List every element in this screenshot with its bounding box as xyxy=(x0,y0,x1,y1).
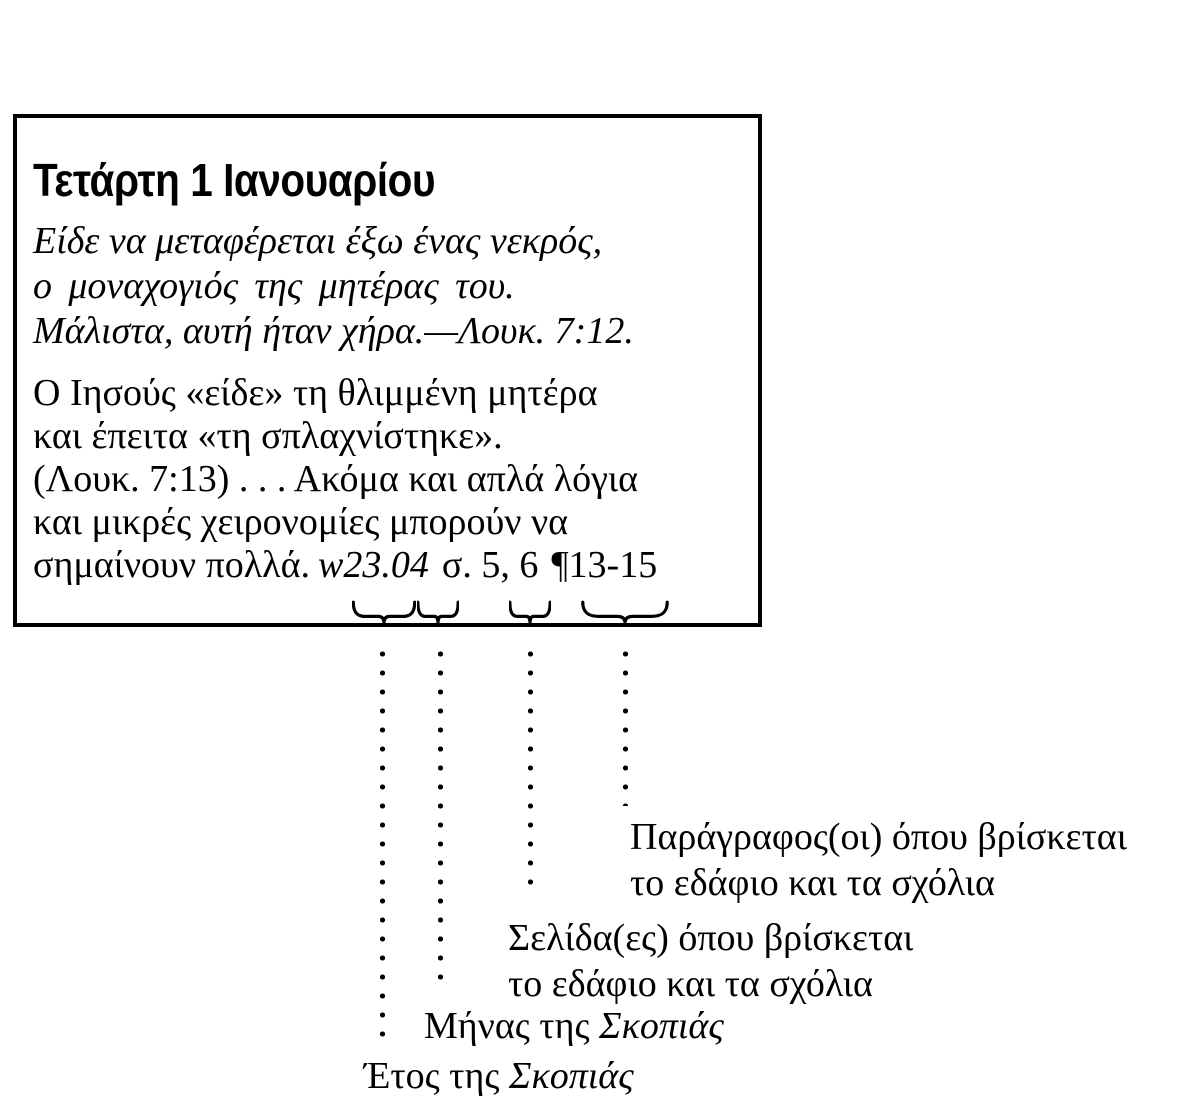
comment-line: (Λουκ. 7:13) . . . Ακόμα και απλά λόγια xyxy=(33,458,639,500)
date-heading: Τετάρτη 1 Ιανουαρίου xyxy=(33,154,436,206)
comment-text xyxy=(33,372,748,587)
underbrace-month-icon xyxy=(417,600,459,624)
callout-paragraph-label xyxy=(630,814,1127,906)
dotted-leader-month-icon xyxy=(437,650,444,986)
callout-year-label xyxy=(364,1053,634,1099)
dotted-leader-page-icon xyxy=(527,650,534,896)
callout-page-label xyxy=(508,915,913,1007)
scripture-text xyxy=(33,219,748,354)
callout-page-line2: το εδάφιο και τα σχόλια xyxy=(508,963,873,1005)
underbrace-page-icon xyxy=(509,600,551,624)
citation-magazine-issue: w23.04 xyxy=(317,544,429,586)
citation-lead: σημαίνουν πολλά. xyxy=(33,544,310,586)
scripture-line: Μάλιστα, αυτή ήταν χήρα.—Λουκ. 7:12. xyxy=(33,310,634,352)
comment-line: και έπειτα «τη σπλαχνίστηκε». xyxy=(33,415,503,457)
comment-line: Ο Ιησούς «είδε» τη θλιμμένη μητέρα xyxy=(33,372,598,414)
callout-year-magazine-name: Σκοπιάς xyxy=(508,1055,634,1097)
citation-page-ref: σ. 5, 6 xyxy=(441,544,539,586)
underbrace-paragraph-icon xyxy=(581,600,669,624)
scripture-line: ο μοναχογιός της μητέρας του. xyxy=(33,265,515,307)
underbrace-year-icon xyxy=(352,600,416,624)
callout-page-line1: Σελίδα(ες) όπου βρίσκεται xyxy=(508,917,914,959)
callout-paragraph-line1: Παράγραφος(οι) όπου βρίσκεται xyxy=(630,816,1127,858)
citation-line xyxy=(33,544,748,587)
dotted-leader-paragraph-icon xyxy=(622,650,629,806)
callout-year-text: Έτος της xyxy=(364,1055,509,1097)
callout-month-label xyxy=(424,1003,724,1049)
callout-paragraph-line2: το εδάφιο και τα σχόλια xyxy=(630,862,995,904)
dotted-leader-year-icon xyxy=(379,650,386,1048)
callout-month-text: Μήνας της xyxy=(424,1005,599,1047)
citation-paragraph-ref: ¶13-15 xyxy=(551,544,658,586)
callout-month-magazine-name: Σκοπιάς xyxy=(599,1005,724,1047)
comment-line: και μικρές χειρονομίες μπορούν να xyxy=(33,501,569,543)
scripture-line: Είδε να μεταφέρεται έξω ένας νεκρός, xyxy=(33,220,603,262)
daily-text-card xyxy=(13,114,762,627)
